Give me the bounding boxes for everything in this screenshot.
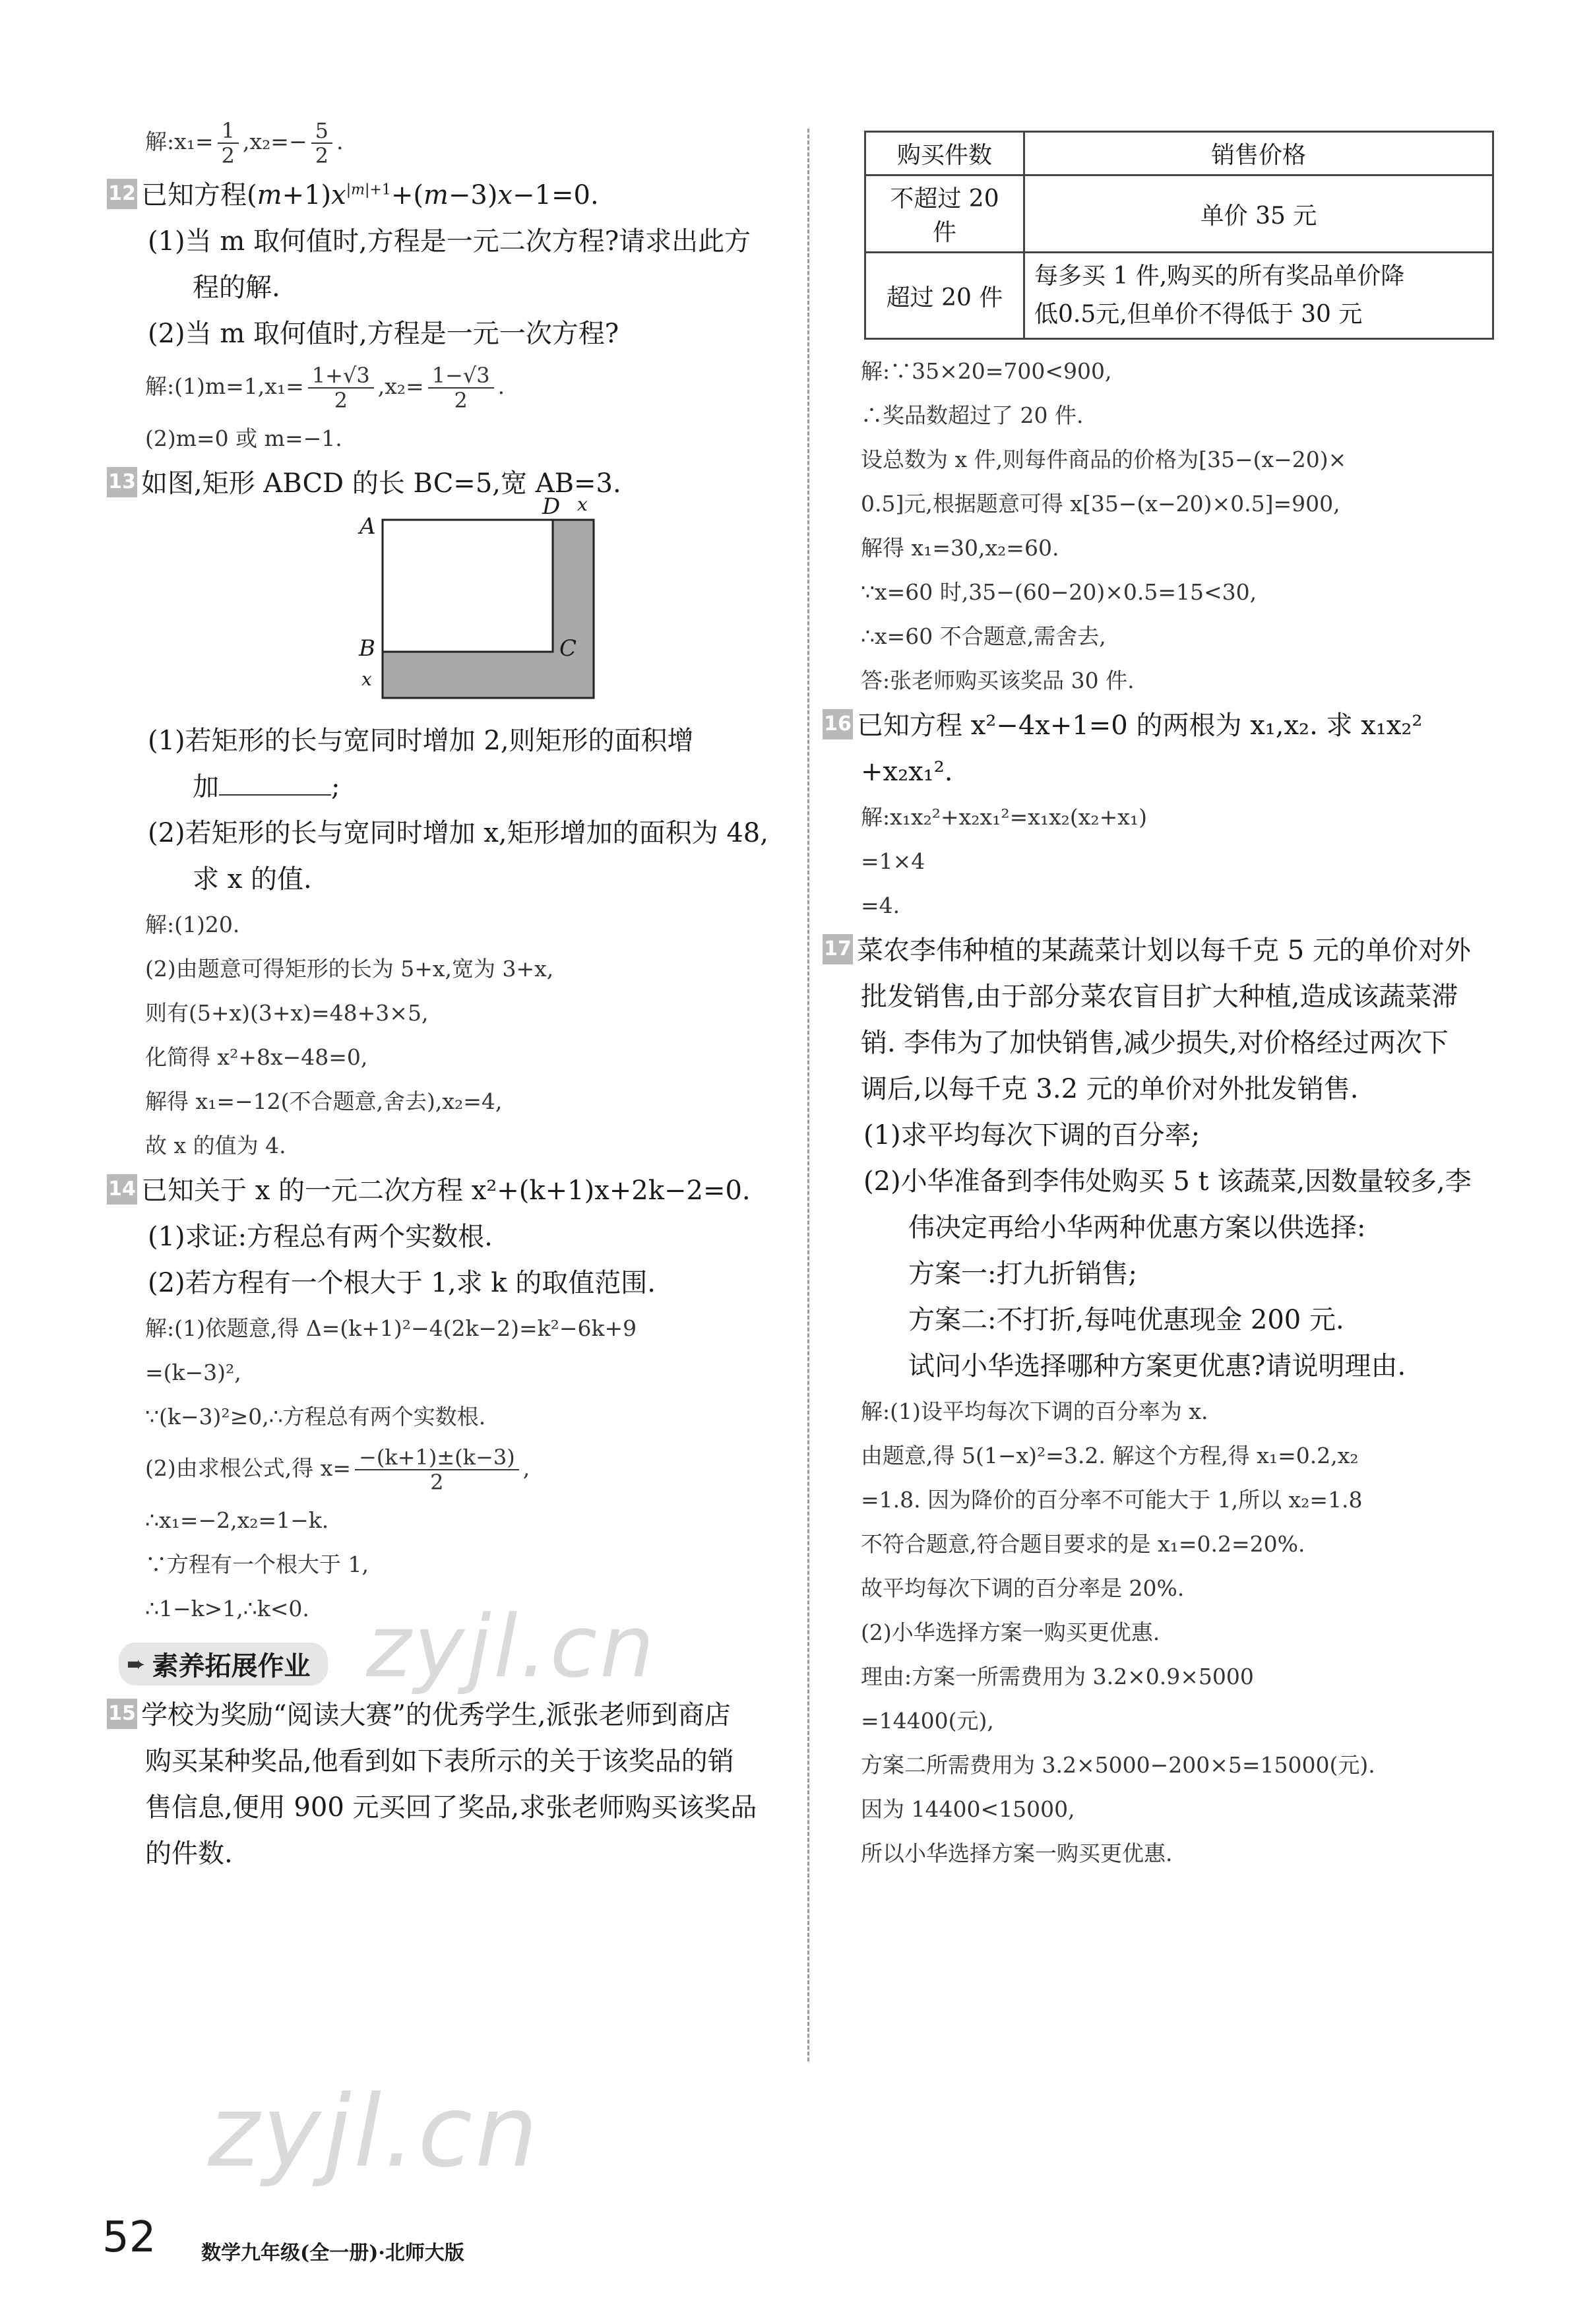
table-cell: 单价 35 元 (1024, 175, 1493, 253)
arrow-icon: ➨ (127, 1650, 146, 1678)
q17-part1: (1)求平均每次下调的百分率; (863, 1120, 1201, 1150)
q15-answer: ∴奖品数超过了 20 件. (861, 402, 1084, 428)
question-number: 14 (107, 1174, 137, 1205)
q17-answer: 由题意,得 5(1−x)²=3.2. 解这个方程,得 x₁=0.2,x₂ (861, 1443, 1359, 1468)
q15-stem-cont: 的件数. (145, 1838, 233, 1869)
q15-answer: ∵x=60 时,35−(60−20)×0.5=15<30, (861, 579, 1257, 605)
question-text: 已知方程$(m+1)x^{|m|+1}+(m-3)x-1=0$. (141, 180, 599, 211)
q13-part1-cont: 加 ; (145, 764, 798, 810)
table-header: 销售价格 (1024, 132, 1493, 175)
fraction: $\frac{1-√3}{2}$ (428, 363, 494, 412)
q15-stem-cont: 购买某种奖品,他看到如下表所示的关于该奖品的销 (145, 1746, 734, 1777)
q17-answer: 理由:方案一所需费用为 3.2×0.9×5000 (861, 1664, 1254, 1689)
q11-answer: 解:x₁= $\frac{1}{2}$ ,x₂=− $\frac{5}{2}$ . (145, 118, 344, 168)
table-row (865, 175, 1493, 253)
q16-answer: =1×4 (861, 848, 925, 874)
q15-answer: 答:张老师购买该奖品 30 件. (861, 668, 1135, 693)
book-title: 数学九年级(全一册)·北师大版 (201, 2242, 464, 2265)
table-cell: 不超过 20 件 (865, 175, 1024, 253)
q16-answer: =4. (861, 893, 900, 918)
q15-answer: 0.5]元,根据题意可得 x[35−(x−20)×0.5]=900, (861, 491, 1340, 517)
q17-answer: 故平均每次下调的百分率是 20%. (861, 1575, 1185, 1601)
rectangle-figure (323, 493, 613, 711)
q13-part2: (2)若矩形的长与宽同时增加 x,矩形增加的面积为 48, (148, 818, 768, 849)
q17-answer: (2)小华选择方案一购买更优惠. (861, 1619, 1160, 1645)
table-cell: 每多买 1 件,购买的所有奖品单价降 低0.5元,但单价不得低于 30 元 (1024, 253, 1493, 339)
q14-answer: ∴x₁=−2,x₂=1−k. (145, 1507, 329, 1534)
q13-answer: (2)由题意可得矩形的长为 5+x,宽为 3+x, (145, 956, 554, 982)
q17-part2: (2)小华准备到李伟处购买 5 t 该蔬菜,因数量较多,李 (863, 1166, 1472, 1197)
section-title: 素养拓展作业 (152, 1651, 311, 1682)
fraction: $\frac{-(k+1)\pm(k-3)}{2}$ (355, 1445, 519, 1494)
right-column (824, 131, 1511, 1875)
section-header (119, 1643, 328, 1685)
table-row (865, 253, 1493, 339)
q13-answer: 故 x 的值为 4. (145, 1133, 286, 1159)
q17-answer: 因为 14400<15000, (861, 1796, 1075, 1822)
q17-answer: 不符合题意,符合题目要求的是 x₁=0.2=20%. (861, 1531, 1305, 1557)
column-divider (807, 129, 809, 2061)
q12-stem (108, 168, 798, 218)
q13-answer: 解得 x₁=−12(不合题意,舍去),x₂=4, (145, 1088, 503, 1115)
label-A: A (359, 513, 376, 540)
q12-part2: (2)当 m 取何值时,方程是一元一次方程? (148, 319, 619, 350)
q15-answer: 设总数为 x 件,则每件商品的价格为[35−(x−20)× (861, 447, 1347, 472)
q14-part2: (2)若方程有一个根大于 1,求 k 的取值范围. (148, 1268, 656, 1299)
answer-blank[interactable] (219, 768, 331, 796)
question-number: 16 (823, 709, 853, 739)
question-number: 15 (107, 1699, 137, 1729)
q12-answer2: (2)m=0 或 m=−1. (145, 425, 342, 452)
label-C: C (559, 635, 577, 662)
q13-stem: 13 如图,矩形 ABCD 的长 BC=5,宽 AB=3. (145, 460, 798, 507)
table-cell: 超过 20 件 (865, 253, 1024, 339)
q15-answer: 解:∵35×20=700<900, (861, 358, 1112, 384)
label-B: B (359, 635, 375, 662)
label-x-left: x (361, 668, 372, 691)
question-number: 12 (107, 179, 137, 209)
fraction: $\frac{1+√3}{2}$ (308, 363, 374, 412)
table-header-row (865, 132, 1493, 175)
q17-stem-cont: 批发销售,由于部分菜农盲目扩大种植,造成该蔬菜滞 (861, 982, 1458, 1012)
q17-answer: =14400(元), (861, 1708, 994, 1734)
q14-answer: ∵方程有一个根大于 1, (145, 1552, 369, 1578)
q16-stem-cont: +x₂x₁². (861, 757, 953, 787)
fraction: $\frac{1}{2}$ (218, 119, 239, 168)
q17-answer: 方案二所需费用为 3.2×5000−200×5=15000(元). (861, 1752, 1375, 1778)
q13-part2-cont: 求 x 的值. (193, 864, 312, 895)
q14-answer: ∴1−k>1,∴k<0. (145, 1596, 309, 1622)
q13-answer: 解:(1)20. (145, 912, 240, 938)
q17-answer: 解:(1)设平均每次下调的百分率为 x. (861, 1398, 1208, 1424)
q17-plan2: 方案二:不打折,每吨优惠现金 200 元. (908, 1305, 1344, 1335)
page-number: 52 (102, 2213, 156, 2262)
q14-answer: 解:(1)依题意,得 Δ=(k+1)²−4(2k−2)=k²−6k+9 (145, 1315, 637, 1342)
q12-answer1: 解:(1)m=1,x₁= $\frac{1+√3}{2}$ ,x₂= $\frac{1-√3}{2}$ . (145, 363, 505, 414)
watermark: zyjl.cn (366, 1596, 657, 1697)
q14-answer: (2)由求根公式,得 x= $\frac{-(k+1)\pm(k-3)}{2}$ , (145, 1445, 530, 1495)
q16-answer: 解:x₁x₂²+x₂x₁²=x₁x₂(x₂+x₁) (861, 804, 1147, 830)
q17-question: 试问小华选择哪种方案更优惠?请说明理由. (908, 1351, 1406, 1381)
q14-stem: 14 已知关于 x 的一元二次方程 x²+(k+1)x+2k−2=0. (145, 1168, 798, 1214)
q15-stem: 15 学校为奖励“阅读大赛”的优秀学生,派张老师到商店 (145, 1692, 798, 1738)
q13-part1: (1)若矩形的长与宽同时增加 2,则矩形的面积增 (148, 726, 694, 757)
question-number: 13 (107, 467, 137, 497)
q14-answer: ∵(k−3)²≥0,∴方程总有两个实数根. (145, 1404, 486, 1430)
q15-stem-cont: 售信息,便用 900 元买回了奖品,求张老师购买该奖品 (145, 1792, 757, 1823)
q17-answer: 所以小华选择方案一购买更优惠. (861, 1840, 1173, 1866)
q13-answer: 则有(5+x)(3+x)=48+3×5, (145, 1000, 429, 1026)
q12-part1-cont: 程的解. (193, 272, 280, 303)
q17-answer: =1.8. 因为降价的百分率不可能大于 1,所以 x₂=1.8 (861, 1487, 1363, 1513)
q17-stem-cont: 调后,以每千克 3.2 元的单价对外批发销售. (861, 1074, 1359, 1104)
q15-answer: 解得 x₁=30,x₂=60. (861, 535, 1059, 561)
q13-answer: 化简得 x²+8x−48=0, (145, 1044, 368, 1071)
q15-answer: ∴x=60 不合题意,需舍去, (861, 623, 1106, 649)
q14-part1: (1)求证:方程总有两个实数根. (148, 1222, 493, 1253)
label-D: D (542, 493, 561, 520)
q17-stem: 17 菜农李伟种植的某蔬菜计划以每千克 5 元的单价对外 (861, 927, 1511, 974)
watermark: zyjl.cn (208, 2075, 541, 2189)
sales-table (864, 131, 1494, 340)
label-x-top: x (577, 493, 588, 516)
fraction: $\frac{5}{2}$ (311, 119, 332, 168)
q17-stem-cont: 销. 李伟为了加快销售,减少损失,对价格经过两次下 (861, 1028, 1449, 1058)
q17-part2-cont: 伟决定再给小华两种优惠方案以供选择: (908, 1212, 1366, 1243)
q17-plan1: 方案一:打九折销售; (908, 1259, 1137, 1289)
q12-part1: (1)当 m 取何值时,方程是一元二次方程?请求出此方 (148, 226, 751, 257)
question-number: 17 (823, 934, 853, 964)
q16-stem: 16 已知方程 x²−4x+1=0 的两根为 x₁,x₂. 求 x₁x₂² (861, 703, 1511, 749)
q14-answer: =(k−3)², (145, 1360, 241, 1386)
table-header: 购买件数 (865, 132, 1024, 175)
